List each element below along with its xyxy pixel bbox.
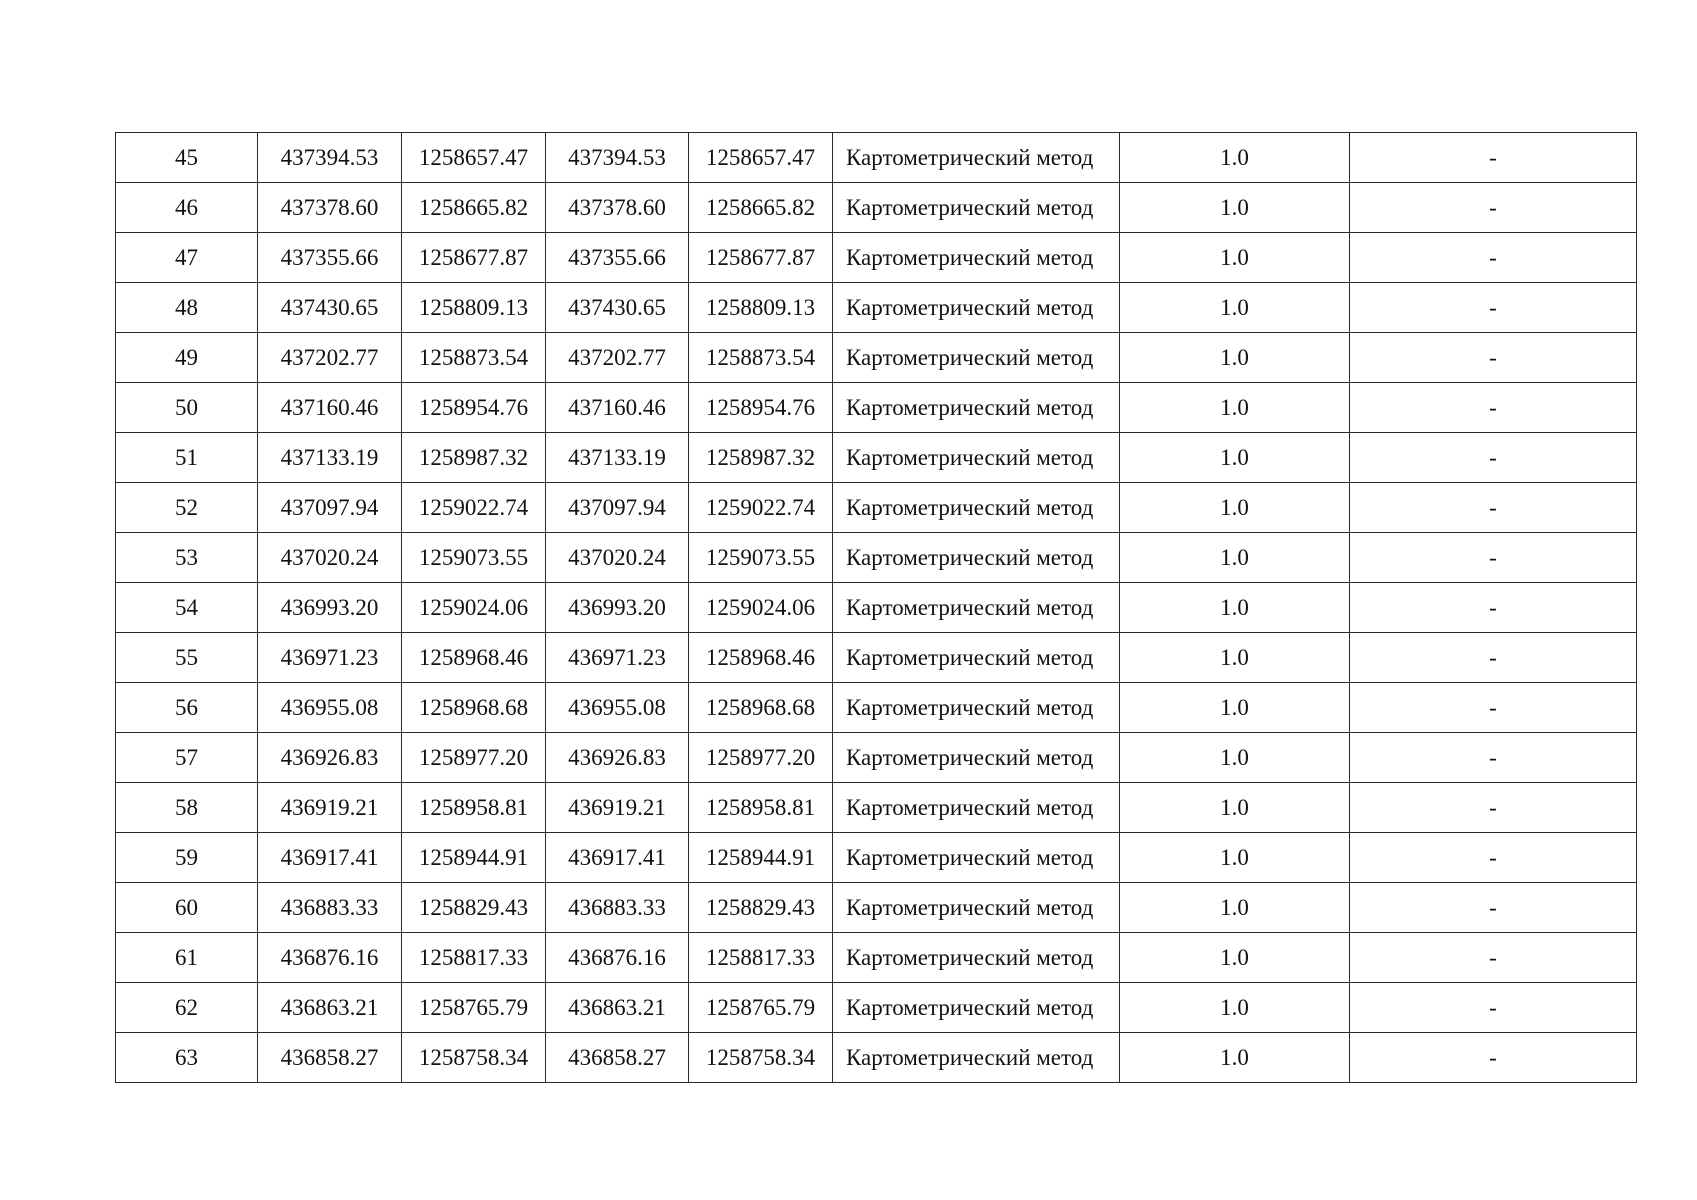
method-cell: Картометрический метод bbox=[833, 183, 1120, 233]
point-number-cell: 54 bbox=[116, 583, 258, 633]
point-number-cell: 53 bbox=[116, 533, 258, 583]
table-row bbox=[116, 183, 1637, 233]
existing-x-cell: 437430.65 bbox=[258, 283, 402, 333]
existing-x-cell: 437133.19 bbox=[258, 433, 402, 483]
existing-x-cell: 436919.21 bbox=[258, 783, 402, 833]
new-x-cell: 437355.66 bbox=[546, 233, 689, 283]
existing-y-cell: 1258829.43 bbox=[402, 883, 546, 933]
existing-x-cell: 436993.20 bbox=[258, 583, 402, 633]
new-x-cell: 436917.41 bbox=[546, 833, 689, 883]
new-x-cell: 436955.08 bbox=[546, 683, 689, 733]
method-cell: Картометрический метод bbox=[833, 733, 1120, 783]
new-x-cell: 437378.60 bbox=[546, 183, 689, 233]
existing-y-cell: 1258758.34 bbox=[402, 1033, 546, 1083]
description-cell: - bbox=[1350, 683, 1637, 733]
new-y-cell: 1258968.46 bbox=[689, 633, 833, 683]
description-cell: - bbox=[1350, 433, 1637, 483]
method-cell: Картометрический метод bbox=[833, 583, 1120, 633]
existing-y-cell: 1258977.20 bbox=[402, 733, 546, 783]
existing-x-cell: 437355.66 bbox=[258, 233, 402, 283]
point-number-cell: 57 bbox=[116, 733, 258, 783]
description-cell: - bbox=[1350, 1033, 1637, 1083]
accuracy-cell: 1.0 bbox=[1120, 933, 1350, 983]
accuracy-cell: 1.0 bbox=[1120, 633, 1350, 683]
existing-y-cell: 1259024.06 bbox=[402, 583, 546, 633]
existing-y-cell: 1259022.74 bbox=[402, 483, 546, 533]
method-cell: Картометрический метод bbox=[833, 383, 1120, 433]
table-row bbox=[116, 883, 1637, 933]
accuracy-cell: 1.0 bbox=[1120, 983, 1350, 1033]
existing-y-cell: 1258677.87 bbox=[402, 233, 546, 283]
new-x-cell: 436971.23 bbox=[546, 633, 689, 683]
accuracy-cell: 1.0 bbox=[1120, 1033, 1350, 1083]
existing-x-cell: 437378.60 bbox=[258, 183, 402, 233]
table-row bbox=[116, 283, 1637, 333]
accuracy-cell: 1.0 bbox=[1120, 683, 1350, 733]
table-row bbox=[116, 833, 1637, 883]
point-number-cell: 63 bbox=[116, 1033, 258, 1083]
accuracy-cell: 1.0 bbox=[1120, 483, 1350, 533]
description-cell: - bbox=[1350, 883, 1637, 933]
description-cell: - bbox=[1350, 633, 1637, 683]
existing-y-cell: 1258765.79 bbox=[402, 983, 546, 1033]
method-cell: Картометрический метод bbox=[833, 1033, 1120, 1083]
existing-y-cell: 1258809.13 bbox=[402, 283, 546, 333]
new-x-cell: 436926.83 bbox=[546, 733, 689, 783]
new-x-cell: 436883.33 bbox=[546, 883, 689, 933]
existing-x-cell: 436955.08 bbox=[258, 683, 402, 733]
description-cell: - bbox=[1350, 983, 1637, 1033]
description-cell: - bbox=[1350, 583, 1637, 633]
method-cell: Картометрический метод bbox=[833, 483, 1120, 533]
new-y-cell: 1258677.87 bbox=[689, 233, 833, 283]
point-number-cell: 56 bbox=[116, 683, 258, 733]
existing-x-cell: 437160.46 bbox=[258, 383, 402, 433]
new-x-cell: 437097.94 bbox=[546, 483, 689, 533]
existing-y-cell: 1258817.33 bbox=[402, 933, 546, 983]
table-row bbox=[116, 633, 1637, 683]
table-row bbox=[116, 383, 1637, 433]
accuracy-cell: 1.0 bbox=[1120, 883, 1350, 933]
description-cell: - bbox=[1350, 283, 1637, 333]
method-cell: Картометрический метод bbox=[833, 683, 1120, 733]
existing-x-cell: 436863.21 bbox=[258, 983, 402, 1033]
description-cell: - bbox=[1350, 383, 1637, 433]
point-number-cell: 59 bbox=[116, 833, 258, 883]
description-cell: - bbox=[1350, 933, 1637, 983]
method-cell: Картометрический метод bbox=[833, 983, 1120, 1033]
existing-x-cell: 436971.23 bbox=[258, 633, 402, 683]
table-row bbox=[116, 783, 1637, 833]
new-x-cell: 437133.19 bbox=[546, 433, 689, 483]
new-y-cell: 1258809.13 bbox=[689, 283, 833, 333]
method-cell: Картометрический метод bbox=[833, 133, 1120, 183]
new-y-cell: 1258817.33 bbox=[689, 933, 833, 983]
table-row bbox=[116, 933, 1637, 983]
method-cell: Картометрический метод bbox=[833, 433, 1120, 483]
table-row bbox=[116, 233, 1637, 283]
accuracy-cell: 1.0 bbox=[1120, 233, 1350, 283]
method-cell: Картометрический метод bbox=[833, 333, 1120, 383]
new-y-cell: 1258968.68 bbox=[689, 683, 833, 733]
table-row bbox=[116, 433, 1637, 483]
point-number-cell: 58 bbox=[116, 783, 258, 833]
existing-y-cell: 1258944.91 bbox=[402, 833, 546, 883]
new-y-cell: 1258987.32 bbox=[689, 433, 833, 483]
existing-x-cell: 437394.53 bbox=[258, 133, 402, 183]
table-row bbox=[116, 583, 1637, 633]
existing-y-cell: 1258958.81 bbox=[402, 783, 546, 833]
existing-y-cell: 1258665.82 bbox=[402, 183, 546, 233]
point-number-cell: 55 bbox=[116, 633, 258, 683]
point-number-cell: 50 bbox=[116, 383, 258, 433]
method-cell: Картометрический метод bbox=[833, 233, 1120, 283]
accuracy-cell: 1.0 bbox=[1120, 383, 1350, 433]
description-cell: - bbox=[1350, 733, 1637, 783]
new-y-cell: 1258665.82 bbox=[689, 183, 833, 233]
existing-x-cell: 436917.41 bbox=[258, 833, 402, 883]
table-row bbox=[116, 133, 1637, 183]
accuracy-cell: 1.0 bbox=[1120, 533, 1350, 583]
new-y-cell: 1259073.55 bbox=[689, 533, 833, 583]
point-number-cell: 51 bbox=[116, 433, 258, 483]
existing-y-cell: 1258968.46 bbox=[402, 633, 546, 683]
point-number-cell: 62 bbox=[116, 983, 258, 1033]
existing-y-cell: 1258954.76 bbox=[402, 383, 546, 433]
new-y-cell: 1258829.43 bbox=[689, 883, 833, 933]
new-y-cell: 1259024.06 bbox=[689, 583, 833, 633]
accuracy-cell: 1.0 bbox=[1120, 783, 1350, 833]
new-x-cell: 437020.24 bbox=[546, 533, 689, 583]
new-x-cell: 437202.77 bbox=[546, 333, 689, 383]
table-row bbox=[116, 983, 1637, 1033]
new-x-cell: 436993.20 bbox=[546, 583, 689, 633]
accuracy-cell: 1.0 bbox=[1120, 183, 1350, 233]
description-cell: - bbox=[1350, 233, 1637, 283]
table-row bbox=[116, 333, 1637, 383]
accuracy-cell: 1.0 bbox=[1120, 333, 1350, 383]
existing-x-cell: 436926.83 bbox=[258, 733, 402, 783]
method-cell: Картометрический метод bbox=[833, 833, 1120, 883]
point-number-cell: 49 bbox=[116, 333, 258, 383]
accuracy-cell: 1.0 bbox=[1120, 583, 1350, 633]
accuracy-cell: 1.0 bbox=[1120, 133, 1350, 183]
existing-x-cell: 436883.33 bbox=[258, 883, 402, 933]
table-row bbox=[116, 533, 1637, 583]
point-number-cell: 61 bbox=[116, 933, 258, 983]
point-number-cell: 47 bbox=[116, 233, 258, 283]
new-x-cell: 436858.27 bbox=[546, 1033, 689, 1083]
existing-y-cell: 1258987.32 bbox=[402, 433, 546, 483]
new-y-cell: 1258758.34 bbox=[689, 1033, 833, 1083]
description-cell: - bbox=[1350, 483, 1637, 533]
description-cell: - bbox=[1350, 133, 1637, 183]
coordinates-table bbox=[115, 132, 1637, 1083]
description-cell: - bbox=[1350, 783, 1637, 833]
new-y-cell: 1258958.81 bbox=[689, 783, 833, 833]
new-y-cell: 1258977.20 bbox=[689, 733, 833, 783]
description-cell: - bbox=[1350, 833, 1637, 883]
existing-y-cell: 1259073.55 bbox=[402, 533, 546, 583]
table-row bbox=[116, 733, 1637, 783]
description-cell: - bbox=[1350, 333, 1637, 383]
accuracy-cell: 1.0 bbox=[1120, 283, 1350, 333]
new-y-cell: 1258944.91 bbox=[689, 833, 833, 883]
existing-x-cell: 436858.27 bbox=[258, 1033, 402, 1083]
table-body bbox=[116, 133, 1637, 1083]
new-x-cell: 436919.21 bbox=[546, 783, 689, 833]
method-cell: Картометрический метод bbox=[833, 783, 1120, 833]
table-row bbox=[116, 1033, 1637, 1083]
point-number-cell: 52 bbox=[116, 483, 258, 533]
new-x-cell: 436863.21 bbox=[546, 983, 689, 1033]
accuracy-cell: 1.0 bbox=[1120, 433, 1350, 483]
new-y-cell: 1259022.74 bbox=[689, 483, 833, 533]
existing-y-cell: 1258657.47 bbox=[402, 133, 546, 183]
method-cell: Картометрический метод bbox=[833, 633, 1120, 683]
existing-x-cell: 437202.77 bbox=[258, 333, 402, 383]
method-cell: Картометрический метод bbox=[833, 883, 1120, 933]
description-cell: - bbox=[1350, 183, 1637, 233]
point-number-cell: 48 bbox=[116, 283, 258, 333]
point-number-cell: 45 bbox=[116, 133, 258, 183]
method-cell: Картометрический метод bbox=[833, 933, 1120, 983]
existing-y-cell: 1258968.68 bbox=[402, 683, 546, 733]
accuracy-cell: 1.0 bbox=[1120, 833, 1350, 883]
new-x-cell: 437430.65 bbox=[546, 283, 689, 333]
method-cell: Картометрический метод bbox=[833, 533, 1120, 583]
new-x-cell: 437394.53 bbox=[546, 133, 689, 183]
existing-x-cell: 437020.24 bbox=[258, 533, 402, 583]
new-y-cell: 1258873.54 bbox=[689, 333, 833, 383]
accuracy-cell: 1.0 bbox=[1120, 733, 1350, 783]
new-y-cell: 1258954.76 bbox=[689, 383, 833, 433]
new-y-cell: 1258765.79 bbox=[689, 983, 833, 1033]
description-cell: - bbox=[1350, 533, 1637, 583]
new-x-cell: 437160.46 bbox=[546, 383, 689, 433]
new-x-cell: 436876.16 bbox=[546, 933, 689, 983]
existing-x-cell: 437097.94 bbox=[258, 483, 402, 533]
new-y-cell: 1258657.47 bbox=[689, 133, 833, 183]
existing-y-cell: 1258873.54 bbox=[402, 333, 546, 383]
table-row bbox=[116, 683, 1637, 733]
point-number-cell: 60 bbox=[116, 883, 258, 933]
table-row bbox=[116, 483, 1637, 533]
method-cell: Картометрический метод bbox=[833, 283, 1120, 333]
existing-x-cell: 436876.16 bbox=[258, 933, 402, 983]
point-number-cell: 46 bbox=[116, 183, 258, 233]
